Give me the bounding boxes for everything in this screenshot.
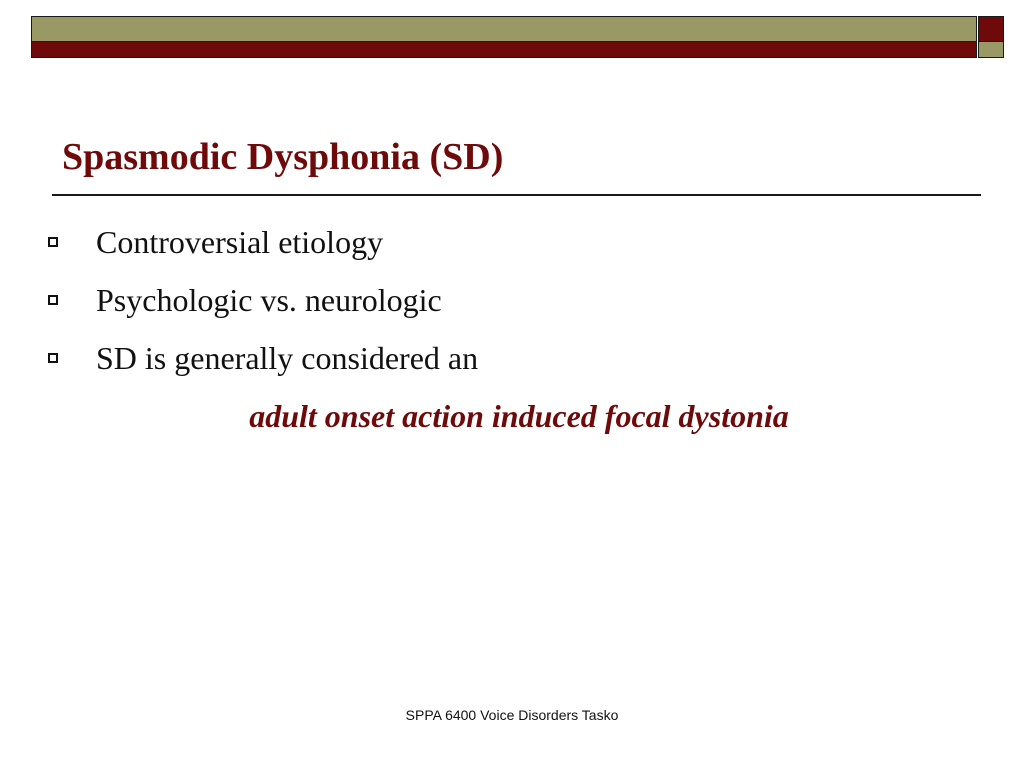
bullet-item bbox=[0, 334, 1024, 392]
corner-block-olive bbox=[978, 42, 1004, 58]
header-banner-red bbox=[31, 42, 977, 58]
slide-footer: SPPA 6400 Voice Disorders Tasko bbox=[405, 707, 619, 723]
bullet-list bbox=[0, 218, 1024, 392]
hollow-square-bullet-icon bbox=[48, 237, 58, 247]
bullet-item bbox=[0, 218, 1024, 276]
bullet-text: Controversial etiology bbox=[96, 224, 384, 260]
slide-title: Spasmodic Dysphonia (SD) bbox=[62, 136, 504, 178]
title-divider bbox=[52, 194, 981, 196]
bullet-text: SD is generally considered an bbox=[96, 340, 479, 376]
bullet-item bbox=[0, 276, 1024, 334]
emphasis-text: adult onset action induced focal dystonia bbox=[249, 398, 789, 434]
hollow-square-bullet-icon bbox=[48, 353, 58, 363]
header-banner-olive bbox=[31, 16, 977, 42]
hollow-square-bullet-icon bbox=[48, 295, 58, 305]
corner-block-red bbox=[978, 16, 1004, 42]
bullet-text: Psychologic vs. neurologic bbox=[96, 282, 442, 318]
